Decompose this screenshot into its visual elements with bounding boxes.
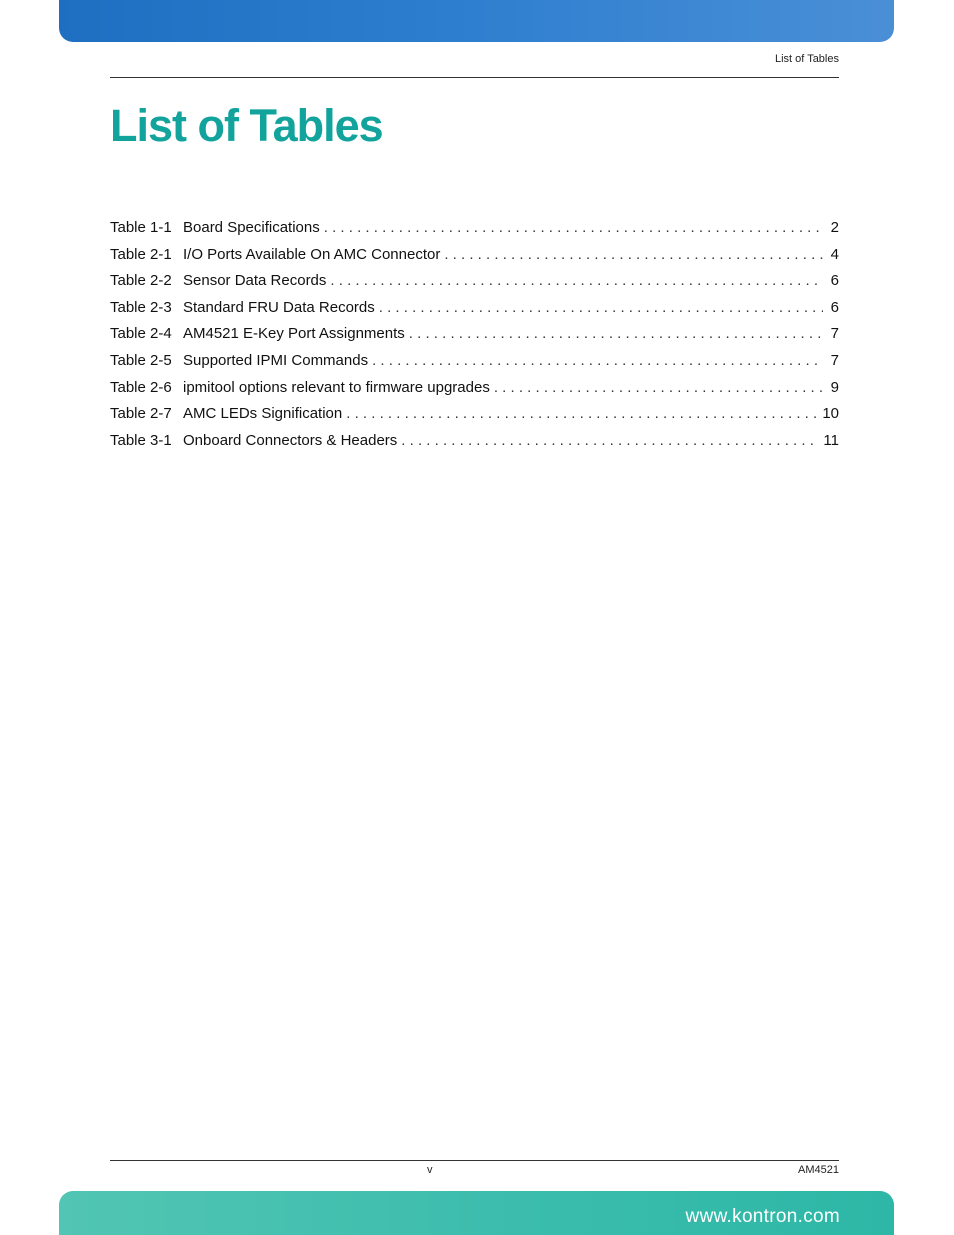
toc-entry-number: Table 3-1 [110,431,172,449]
toc-entry-number: Table 2-7 [110,405,172,423]
toc-entry[interactable] [110,352,839,379]
toc-entry-title: Board Specifications [183,219,320,236]
toc-entry-number: Table 2-5 [110,351,172,369]
toc-entry[interactable] [110,219,839,246]
toc-leader-dots [409,325,823,342]
toc-leader-dots [494,379,823,396]
website-link[interactable]: www.kontron.com [685,1206,840,1227]
toc-entry-title: AM4521 E-Key Port Assignments [183,325,405,343]
toc-leader-dots [330,272,823,289]
toc-entry-number: Table 2-1 [110,245,172,263]
toc-entry[interactable] [110,432,839,459]
toc-entry-number: Table 1-1 [110,219,172,236]
toc-entry[interactable] [110,246,839,273]
toc-entry-title: Supported IPMI Commands [183,351,369,369]
toc-entry-number: Table 2-6 [110,378,172,396]
page-title: List of Tables [110,100,383,151]
toc-entry[interactable] [110,379,839,406]
toc-entry-title: I/O Ports Available On AMC Connector [183,245,441,263]
toc-leader-dots [401,432,817,449]
header-band [59,0,894,42]
toc-entry-title: ipmitool options relevant to firmware upgrades [183,378,490,396]
toc-entry-title: AMC LEDs Signification [183,405,343,423]
toc-leader-dots [379,299,823,316]
toc-entry-number: Table 2-3 [110,298,172,316]
footer-product-name: AM4521 [798,1164,839,1176]
footer-page-number: v [427,1164,433,1176]
toc-leader-dots [372,352,823,369]
toc-entry[interactable] [110,325,839,352]
toc-entry-title: Sensor Data Records [183,272,327,290]
toc-entry-page: 11 [823,431,839,449]
toc-entry-title: Onboard Connectors & Headers [183,431,398,449]
toc-entry-page: 9 [830,378,839,396]
toc-entry-page: 4 [830,245,839,263]
toc-entry-number: Table 2-2 [110,272,172,290]
toc-leader-dots [346,405,816,422]
toc-entry-page: 6 [830,298,839,316]
toc-leader-dots [444,246,823,263]
toc-entry[interactable] [110,299,839,326]
running-header: List of Tables [774,53,839,65]
toc-entry-page: 7 [830,351,839,369]
footer-divider [110,1160,839,1161]
header-divider [110,77,839,78]
toc-entry-title: Standard FRU Data Records [183,298,375,316]
toc-entry-page: 6 [830,272,839,290]
footer-band [59,1191,894,1235]
toc-entry[interactable] [110,272,839,299]
toc-leader-dots [324,219,823,236]
toc-entry-page: 7 [830,325,839,343]
table-of-contents [110,219,839,458]
toc-entry[interactable] [110,405,839,432]
toc-entry-page: 10 [822,405,839,423]
toc-entry-page: 2 [830,219,839,236]
toc-entry-number: Table 2-4 [110,325,172,343]
